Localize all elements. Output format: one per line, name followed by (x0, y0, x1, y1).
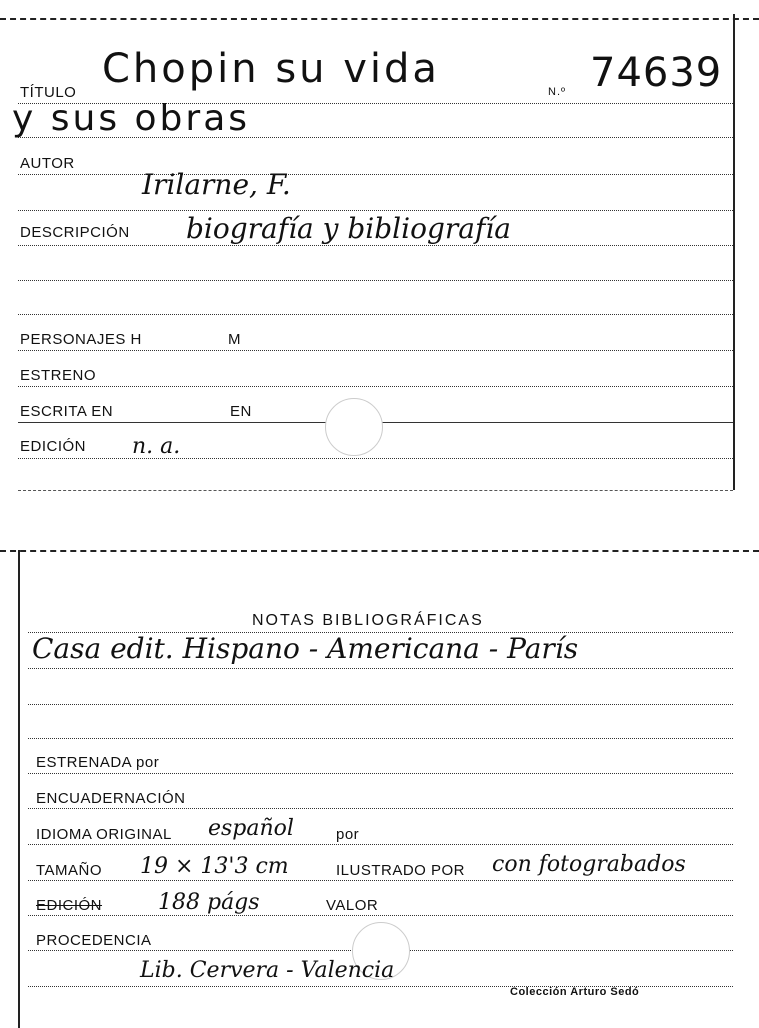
numero-value: 74639 (590, 50, 723, 96)
descripcion-label: DESCRIPCIÓN (20, 224, 130, 241)
tamano-value: 19 × 13'3 cm (140, 854, 289, 879)
card-left-border (18, 550, 20, 1028)
collection-credit: Colección Arturo Sedó (510, 986, 640, 998)
edicion-value: n. a. (132, 434, 181, 459)
catalog-card-back (0, 540, 759, 1028)
titulo-value: Chopin su vida (102, 46, 440, 92)
rule-personajes (18, 350, 733, 351)
edicion-label: EDICIÓN (36, 897, 103, 914)
ilustrado-label: ILUSTRADO POR (336, 862, 466, 879)
titulo-continuation: y sus obras (12, 98, 251, 139)
idioma-label: IDIOMA ORIGINAL (36, 826, 172, 843)
notas-value: Casa edit. Hispano - Americana - París (32, 632, 579, 665)
ilustrado-value: con fotograbados (492, 852, 686, 877)
rule-notas-3 (28, 738, 733, 739)
rule-notas-2 (28, 704, 733, 705)
catalog-card-front (0, 0, 759, 500)
rule-escrita (18, 422, 239, 423)
card-top-edge (0, 550, 759, 552)
por-label: por (336, 826, 360, 843)
procedencia-value: Lib. Cervera - Valencia (140, 958, 395, 983)
rule-tamano (28, 880, 733, 881)
rule-estrenada (28, 773, 733, 774)
card-top-edge (0, 18, 759, 20)
encuadernacion-label: ENCUADERNACIÓN (36, 790, 186, 807)
rule-edicion (28, 915, 733, 916)
card-bottom-edge (18, 490, 733, 491)
rule-blank-1 (18, 280, 733, 281)
rule-autor-2 (18, 210, 733, 211)
en-label: EN (230, 403, 252, 420)
edicion-value: 188 págs (158, 890, 260, 915)
card-right-border (733, 14, 735, 490)
rule-estreno (18, 386, 733, 387)
autor-value: Irilarne, F. (142, 168, 291, 201)
tamano-label: TAMAÑO (36, 862, 103, 879)
rule-notas-1 (28, 668, 733, 669)
rule-encuadernacion (28, 808, 733, 809)
descripcion-value: biografía y bibliografía (186, 212, 511, 245)
rule-autor (18, 174, 733, 175)
numero-label: N.º (548, 86, 567, 98)
valor-label: VALOR (326, 897, 379, 914)
notas-title: NOTAS BIBLIOGRÁFICAS (252, 612, 484, 629)
procedencia-label: PROCEDENCIA (36, 932, 152, 949)
rule-en (216, 422, 733, 423)
escrita-label: ESCRITA EN (20, 403, 114, 420)
titulo-label: TÍTULO (20, 84, 77, 101)
punch-hole (325, 398, 383, 456)
rule-edicion (18, 458, 733, 459)
personajes-label: PERSONAJES H (20, 331, 142, 348)
rule-descripcion (18, 245, 733, 246)
autor-label: AUTOR (20, 155, 75, 172)
idioma-value: español (208, 816, 294, 841)
edicion-label: EDICIÓN (20, 438, 87, 455)
estrenada-label: ESTRENADA por (36, 754, 160, 771)
rule-blank-2 (18, 314, 733, 315)
m-label: M (228, 331, 241, 348)
rule-idioma (28, 844, 733, 845)
estreno-label: ESTRENO (20, 367, 97, 384)
